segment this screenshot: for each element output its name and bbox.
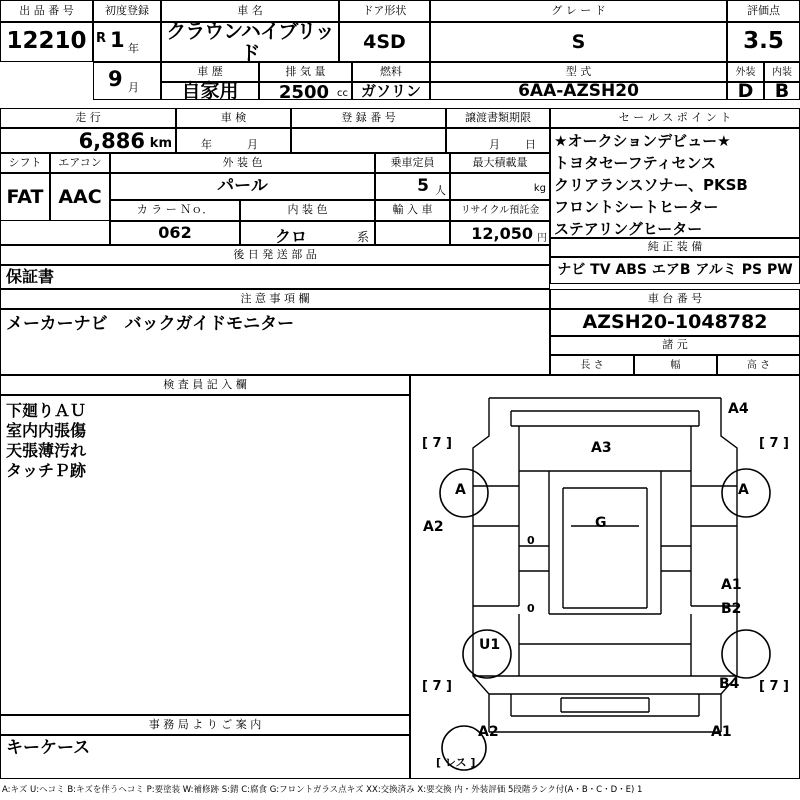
recycle-fee-label: リサイクル預託金 bbox=[450, 200, 550, 221]
mark-bracket-top-right: [ 7 ] bbox=[759, 436, 789, 451]
legend-footnote: A:キズ U:ヘコミ B:キズを伴うヘコミ P:要塗装 W:補修跡 S:錆 C:腐食 G:フロントガラス点キズ XX:交換済み X:要交換 内・外装評価 5段階ランク付(A・B・C・D・E) 1 bbox=[2, 785, 643, 795]
sales-point-4: フロントシートヒーター bbox=[554, 198, 719, 216]
office-value: キーケース bbox=[0, 735, 410, 779]
exterior-color-label: 外 装 色 bbox=[110, 153, 375, 173]
inspector-line-3: 天張薄汚れ bbox=[6, 441, 87, 460]
grade-value: S bbox=[430, 22, 727, 62]
color-no-label: カ ラ ー Ｎｏ． bbox=[110, 200, 240, 221]
aircon-label: エアコン bbox=[50, 153, 110, 173]
plate-number-value bbox=[291, 128, 446, 153]
lot-number-label: 出 品 番 号 bbox=[0, 0, 93, 22]
car-name-label: 車 名 bbox=[161, 0, 339, 22]
reg-month-unit: 月 bbox=[128, 81, 139, 94]
interior-color-suffix: 系 bbox=[356, 230, 369, 244]
recycle-fee-value bbox=[450, 221, 550, 245]
shaken-month-unit: 月 bbox=[247, 138, 258, 151]
mark-spare-tire: [ レス ] bbox=[436, 756, 476, 769]
sales-point-3: クリアランスソナー、PKSB bbox=[554, 176, 748, 194]
color-no-value: 062 bbox=[110, 221, 240, 245]
shaken-label: 車 検 bbox=[176, 108, 291, 128]
transfer-deadline-value bbox=[446, 128, 550, 153]
interior-color-label: 内 装 色 bbox=[240, 200, 375, 221]
mark-b4: B4 bbox=[719, 676, 740, 692]
inspector-line-2: 室内内張傷 bbox=[6, 421, 87, 440]
shift-aircon-spacer bbox=[0, 221, 110, 245]
dimension-length-label: 長 さ bbox=[550, 355, 634, 375]
displacement-number: 2500 bbox=[278, 82, 329, 103]
shift-value: FAT bbox=[0, 173, 50, 221]
displacement-unit: cc bbox=[337, 88, 348, 99]
max-load-value bbox=[450, 173, 550, 200]
sales-points-list bbox=[550, 128, 800, 238]
first-registration-value bbox=[93, 22, 161, 62]
inspector-label: 検 査 員 記 入 欄 bbox=[0, 375, 410, 395]
model-code-label: 型 式 bbox=[430, 62, 727, 82]
later-parts-label: 後 日 発 送 部 品 bbox=[0, 245, 550, 265]
mileage-label: 走 行 bbox=[0, 108, 176, 128]
seats-number: 5 bbox=[417, 176, 429, 196]
sales-points-label: セ ー ル ス ポ イ ン ト bbox=[550, 108, 800, 128]
max-load-label: 最大積載量 bbox=[450, 153, 550, 173]
mark-b2-right: B2 bbox=[721, 601, 742, 617]
mark-bracket-bottom-right: [ 7 ] bbox=[759, 679, 789, 694]
score-value: 3.5 bbox=[727, 22, 800, 62]
displacement-value bbox=[259, 82, 352, 103]
exterior-grade-label: 外装 bbox=[727, 62, 764, 82]
dimension-label: 諸 元 bbox=[550, 336, 800, 355]
recycle-fee-number: 12,050 bbox=[471, 224, 533, 243]
interior-color-text: クロ bbox=[275, 227, 308, 246]
door-shape-label: ドア形状 bbox=[339, 0, 430, 22]
door-shape-value: 4SD bbox=[339, 22, 430, 62]
import-label: 輸 入 車 bbox=[375, 200, 450, 221]
equipment-label: 純 正 装 備 bbox=[550, 238, 800, 257]
inspector-line-1: 下廻りＡＵ bbox=[6, 401, 87, 420]
mark-wheel-left-top: A bbox=[455, 482, 466, 498]
sales-point-1: ★オークションデビュー★ bbox=[554, 132, 731, 150]
mileage-unit: km bbox=[149, 136, 172, 151]
mark-a2-left: A2 bbox=[423, 519, 444, 535]
inspector-line-4: タッチＰ跡 bbox=[6, 461, 87, 480]
score-label: 評価点 bbox=[727, 0, 800, 22]
interior-grade-label: 内装 bbox=[764, 62, 800, 82]
notes-label: 注 意 事 項 欄 bbox=[0, 289, 550, 309]
car-name-value: クラウンハイブリッド bbox=[161, 22, 339, 62]
mark-bracket-bottom-left: [ 7 ] bbox=[422, 679, 452, 694]
mark-bracket-top-left: [ 7 ] bbox=[422, 436, 452, 451]
sales-point-5: ステアリングヒーター bbox=[554, 220, 703, 238]
fuel-label: 燃料 bbox=[352, 62, 430, 82]
reg-era: R bbox=[96, 31, 107, 46]
mileage-number: 6,886 bbox=[78, 129, 145, 153]
model-code-value: 6AA-AZSH20 bbox=[430, 82, 727, 100]
shaken-value bbox=[176, 128, 291, 153]
displacement-label: 排 気 量 bbox=[259, 62, 352, 82]
aircon-value: AAC bbox=[50, 173, 110, 221]
grade-label: グ レ ー ド bbox=[430, 0, 727, 22]
car-history-label: 車 歴 bbox=[161, 62, 259, 82]
dimension-height-label: 高 さ bbox=[717, 355, 800, 375]
notes-value: メーカーナビ バックガイドモニター bbox=[0, 309, 550, 375]
recycle-fee-unit: 円 bbox=[537, 233, 547, 244]
shift-label: シフト bbox=[0, 153, 50, 173]
mark-a3: A3 bbox=[591, 440, 612, 456]
lot-number-value: 12210 bbox=[0, 22, 93, 62]
mark-a1-bottom: A1 bbox=[711, 724, 732, 740]
sales-point-2: トヨタセーフティセンス bbox=[554, 154, 717, 172]
first-registration-label: 初度登録 bbox=[93, 0, 161, 22]
transfer-month-unit: 月 bbox=[489, 138, 500, 151]
mark-a1-right: A1 bbox=[721, 577, 742, 593]
transfer-day-unit: 日 bbox=[525, 138, 536, 151]
mark-u1: U1 bbox=[479, 637, 501, 653]
chassis-number-value: AZSH20-1048782 bbox=[550, 309, 800, 336]
inspector-notes bbox=[0, 395, 410, 715]
car-history-value: 自家用 bbox=[161, 82, 259, 100]
later-parts-value: 保証書 bbox=[0, 265, 550, 289]
damage-diagram bbox=[410, 375, 800, 779]
exterior-grade-value: D bbox=[727, 82, 764, 100]
import-value bbox=[375, 221, 450, 245]
mark-zero-top: 0 bbox=[527, 534, 535, 547]
office-label: 事 務 局 よ り ご 案 内 bbox=[0, 715, 410, 735]
dimension-width-label: 幅 bbox=[634, 355, 717, 375]
reg-year: 1 bbox=[110, 28, 125, 52]
interior-color-value bbox=[240, 221, 375, 245]
reg-year-unit: 年 bbox=[128, 42, 139, 55]
mark-a4: A4 bbox=[728, 401, 749, 417]
mark-a2-bottom: A2 bbox=[478, 724, 499, 740]
reg-month: 9 bbox=[108, 67, 123, 91]
mark-g: G bbox=[595, 515, 607, 531]
max-load-unit: kg bbox=[533, 183, 546, 194]
equipment-value: ナビ TV ABS エアB アルミ PS PW bbox=[550, 257, 800, 284]
chassis-number-label: 車 台 番 号 bbox=[550, 289, 800, 309]
mileage-value bbox=[0, 128, 176, 153]
shaken-year-unit: 年 bbox=[201, 138, 212, 151]
seats-label: 乗車定員 bbox=[375, 153, 450, 173]
plate-number-label: 登 録 番 号 bbox=[291, 108, 446, 128]
mark-wheel-right-top: A bbox=[738, 482, 749, 498]
exterior-color-value: パール bbox=[110, 173, 375, 200]
interior-grade-value: B bbox=[764, 82, 800, 100]
seats-value bbox=[375, 173, 450, 200]
first-registration-month bbox=[93, 62, 161, 100]
mark-zero-bottom: 0 bbox=[527, 602, 535, 615]
seats-unit: 人 bbox=[435, 184, 446, 197]
transfer-deadline-label: 譲渡書類期限 bbox=[446, 108, 550, 128]
fuel-value: ガソリン bbox=[352, 82, 430, 100]
